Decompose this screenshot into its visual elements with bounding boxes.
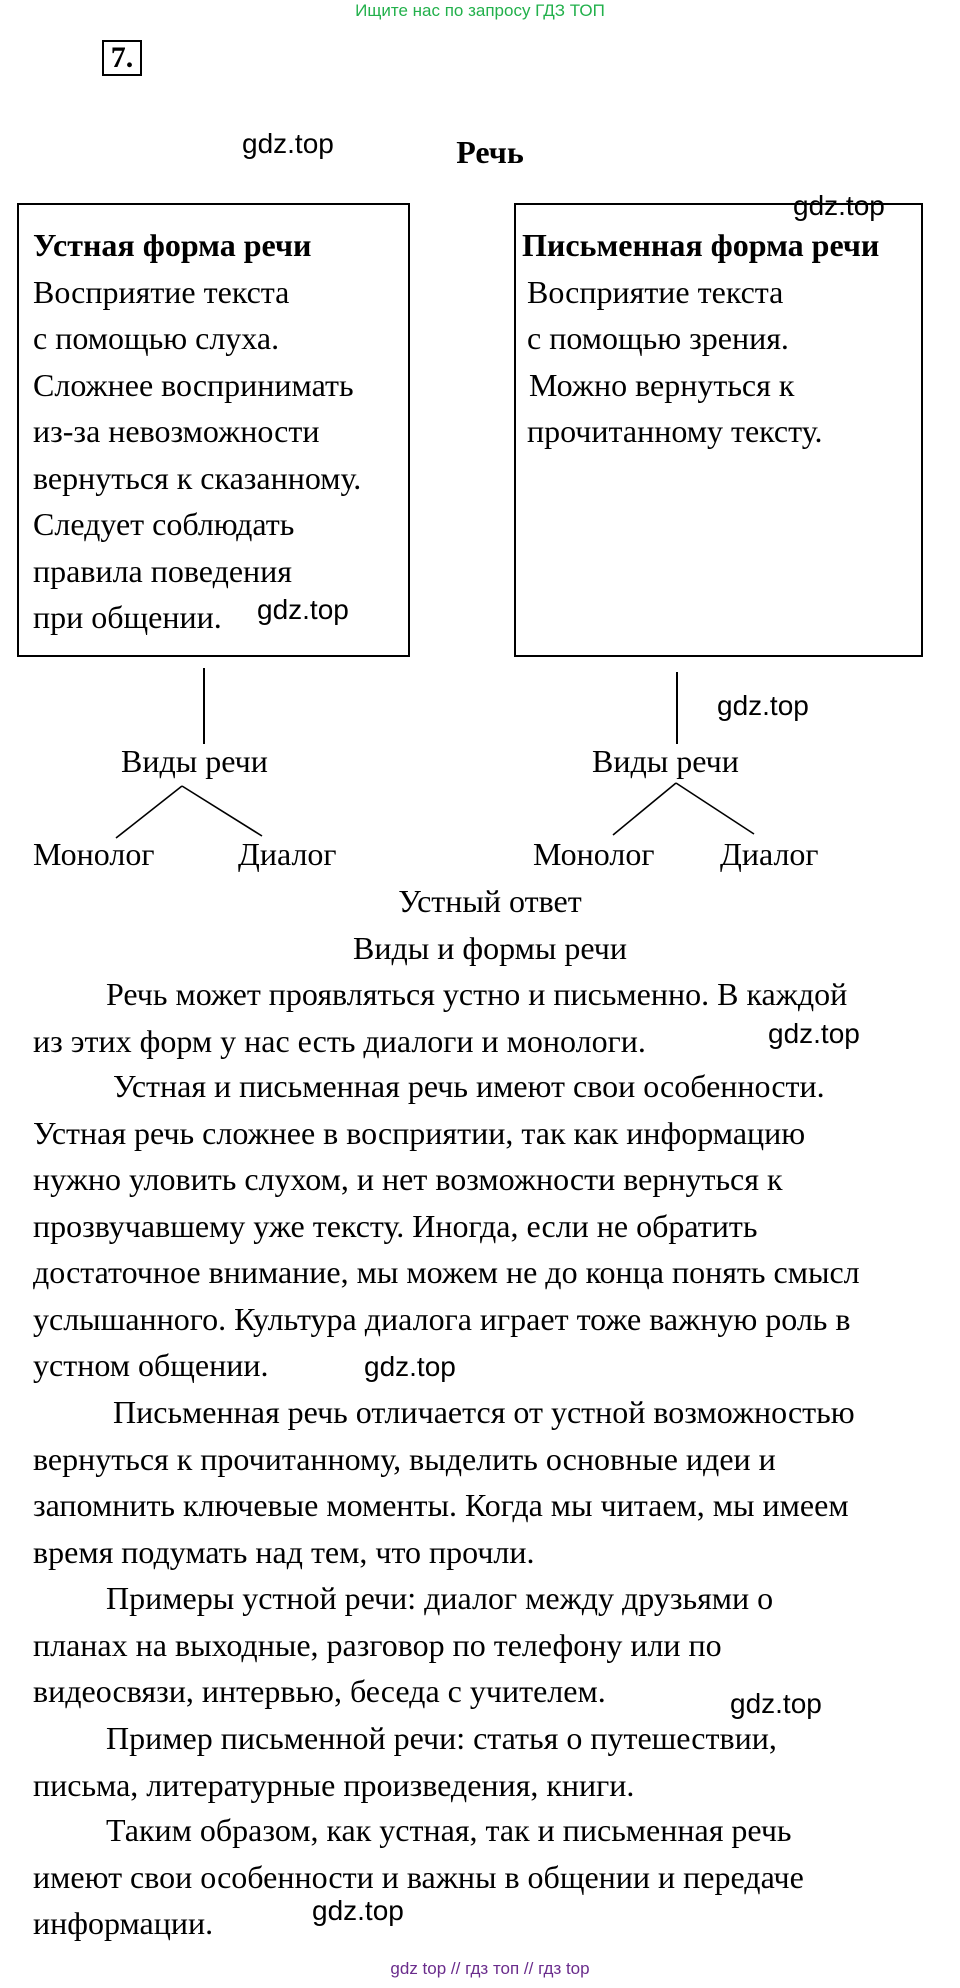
written-form-heading: Письменная форма речи <box>522 227 880 263</box>
oral-form-line: Следует соблюдать <box>33 506 295 542</box>
paragraph-line: планах на выходные, разговор по телефону или по <box>33 1626 722 1663</box>
oral-form-line: с помощью слуха. <box>33 320 280 356</box>
watermark: gdz.top <box>717 690 809 721</box>
watermark: gdz.top <box>242 128 334 159</box>
written-form-line: прочитанному тексту. <box>527 413 823 449</box>
oral-form-line: при общении. <box>33 599 222 635</box>
oral-form-line: Сложнее воспринимать <box>33 366 354 403</box>
task-number: 7. <box>102 40 142 76</box>
watermark: gdz.top <box>730 1688 822 1719</box>
paragraph-line: вернуться к прочитанному, выделить основные идеи и <box>33 1440 776 1477</box>
written-form-line: с помощью зрения. <box>527 320 789 356</box>
paragraph-line: из этих форм у нас есть диалоги и монологи. <box>33 1022 646 1059</box>
page-title: Речь <box>456 134 524 170</box>
left-branch-line <box>116 786 182 838</box>
paragraph-line: Письменная речь отличается от устной возможностью <box>113 1394 855 1430</box>
paragraph-line: Таким образом, как устная, так и письменная речь <box>106 1812 792 1848</box>
paragraph-line: видеосвязи, интервью, беседа с учителем. <box>33 1673 606 1709</box>
right-branch-line <box>613 783 676 835</box>
paragraph-line: запомнить ключевые моменты. Когда мы читаем, мы имеем <box>33 1487 849 1523</box>
top-banner: Ищите нас по запросу ГДЗ ТОП <box>355 1 605 20</box>
watermark: gdz.top <box>364 1351 456 1382</box>
left-tree-root: Виды речи <box>121 743 268 779</box>
right-tree-dialog: Диалог <box>720 836 819 872</box>
paragraph <box>33 1063 943 1389</box>
paragraph-line: время подумать над тем, что прочли. <box>33 1533 535 1570</box>
paragraph-line: Пример письменной речи: статья о путешествии, <box>106 1720 777 1756</box>
paragraph-line: устном общении. <box>33 1347 269 1383</box>
oral-answer-subheading: Виды и формы речи <box>353 930 627 966</box>
paragraph-line: достаточное внимание, мы можем не до конца понять смысл <box>33 1254 860 1290</box>
oral-form-line: Восприятие текста <box>33 273 290 310</box>
watermark: gdz.top <box>312 1895 404 1926</box>
paragraph-line: Примеры устной речи: диалог между друзьями о <box>106 1580 774 1616</box>
paragraph-line: Устная речь сложнее в восприятии, так как информацию <box>33 1114 806 1151</box>
left-branch-line <box>182 786 262 836</box>
paragraph-line: прозвучавшему уже тексту. Иногда, если не обратить <box>33 1207 758 1244</box>
oral-form-heading: Устная форма речи <box>33 227 312 263</box>
paragraph-line: услышанного. Культура диалога играет тоже важную роль в <box>33 1300 851 1337</box>
paragraph-line: информации. <box>33 1905 214 1941</box>
left-tree-monolog: Монолог <box>33 836 155 872</box>
paragraph <box>33 1715 943 1808</box>
paragraph-line: нужно уловить слухом, и нет возможности вернуться к <box>33 1161 783 1197</box>
oral-form-line: правила поведения <box>33 552 293 589</box>
paragraph-line: имеют свои особенности и важны в общении и передаче <box>33 1858 804 1895</box>
right-branch-line <box>676 783 754 834</box>
paragraph-line: письма, литературные произведения, книги. <box>33 1766 635 1803</box>
written-form-line: Восприятие текста <box>527 273 784 310</box>
watermark: gdz.top <box>793 190 885 221</box>
oral-form-line: из-за невозможности <box>33 413 320 449</box>
paragraph-line: Речь может проявляться устно и письменно. В каждой <box>106 976 848 1012</box>
oral-form-line: вернуться к сказанному. <box>33 459 362 496</box>
oral-answer-heading: Устный ответ <box>398 883 582 919</box>
left-tree-dialog: Диалог <box>238 836 337 872</box>
watermark: gdz.top <box>257 594 349 625</box>
watermark: gdz.top <box>768 1018 860 1049</box>
paragraph <box>33 1389 943 1575</box>
written-form-line: Можно вернуться к <box>529 366 795 403</box>
right-tree-root: Виды речи <box>592 743 739 779</box>
paragraph <box>33 1807 943 1947</box>
footer: gdz top // гдз топ // гдз top <box>390 1959 590 1978</box>
right-tree-monolog: Монолог <box>533 836 655 872</box>
paragraph-line: Устная и письменная речь имеют свои особенности. <box>113 1068 825 1104</box>
